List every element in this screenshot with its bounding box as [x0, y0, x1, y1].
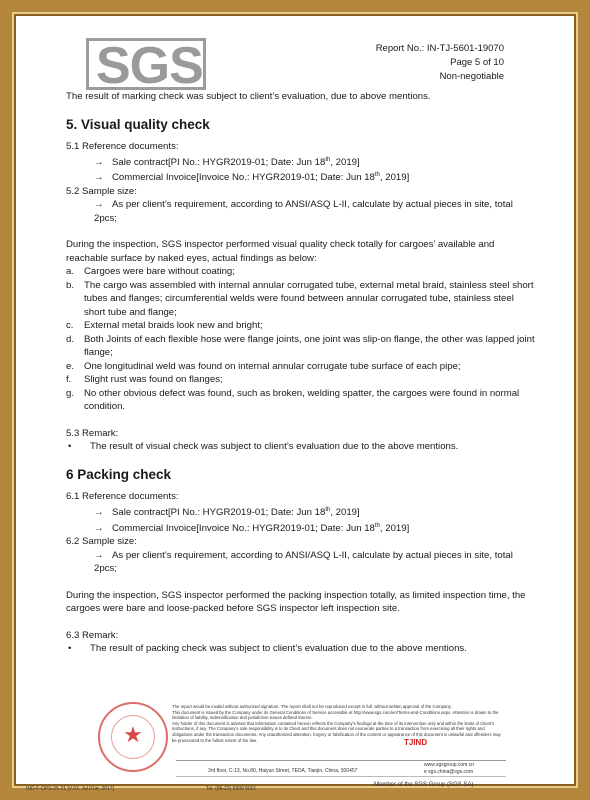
section-6-2-title: 6.2 Sample size:	[66, 536, 137, 548]
section-5-title: 5. Visual quality check	[66, 116, 210, 132]
section-6-title: 6 Packing check	[66, 466, 172, 482]
telephone: Tel: (86-22) 5999 5001	[206, 786, 257, 792]
bullet-icon: •	[68, 441, 72, 453]
section-5-ref-contract: → Sale contract[PI No.: HYGR2019-01; Date: Jun 18th, 2019]	[94, 156, 360, 168]
section-5-remark: • The result of visual check was subject to client’s evaluation due to the above mentions.	[68, 441, 459, 453]
section-6-ref-invoice: → Commercial Invoice[Invoice No.: HYGR2019-01; Date: Jun 18th, 2019]	[94, 522, 410, 534]
section-5-3-title: 5.3 Remark:	[66, 427, 119, 439]
section-6-1-title: 6.1 Reference documents:	[66, 491, 179, 503]
website-link[interactable]: www.sgsgroup.com.cn	[424, 762, 475, 768]
intro-text: The result of marking check was subject to client’s evaluation, due to above mentions.	[66, 91, 431, 102]
list-item: f. Slight rust was found on flanges;	[66, 374, 223, 386]
negotiability-status: Non-negotiable	[439, 71, 504, 82]
findings-list	[66, 265, 536, 414]
tjind-mark: TJIND	[404, 738, 428, 747]
list-item: b. The cargo was assembled with internal annular corrugated tube, external metal braid, stainless steel short tubes and flanges; circumferential welds were found between annular corrugated tube, stainless steel short tube and flange;	[66, 279, 534, 318]
disclaimer: The report would be invalid without authorized signature. The report shall not be reproduced except in full, without written approval of the Company. This document is issued by the Company under its General Conditions of Service accessible at http://www.sgs.com/en/Terms-and-Conditions.aspx. Attention is drawn to the limitation of liability, indemnification and jurisdiction issues defined therein. Any holder of this document is advised that information contained hereon reflects the Company’s findings at the time of its intervention only and within the limits of Client’s instructions, if any. The Company’s sole responsibility is to its Client and this document does not exonerate parties to a transaction from exercising all their rights and obligations under the transaction documents. Any unauthorized alteration, forgery or falsification of the content or appearance of this document is unlawful and offenders may be prosecuted to the fullest extent of the law.	[172, 704, 501, 743]
sgs-logo: SGS	[96, 37, 203, 95]
list-item: c. External metal braids look new and bright;	[66, 320, 263, 332]
section-6-3-title: 6.3 Remark:	[66, 629, 119, 641]
report-header	[376, 42, 504, 84]
list-item: e. One longitudinal weld was found on internal annular corrugate tube surface of each pipe;	[66, 360, 461, 372]
arrow-icon: →	[94, 522, 104, 534]
section-5-ref-invoice: → Commercial Invoice[Invoice No.: HYGR2019-01; Date: Jun 18th, 2019]	[94, 172, 410, 184]
form-id: IND-F-OPS-05-21 [V.03, Jul.01st, 2017]	[26, 786, 114, 792]
section-6-remark: • The result of packing check was subject to client’s evaluation due to the above mentions.	[68, 643, 467, 655]
page-number: Page 5 of 10	[450, 57, 504, 68]
report-number: Report No.: IN-TJ-5601-19070	[375, 43, 504, 54]
list-item: g. No other obvious defect was found, such as broken, welding spatter, the cargoes were found in normal condition.	[66, 387, 520, 413]
section-5-paragraph: During the inspection, SGS inspector performed visual quality check totally for cargoes’ available and reachable surface by naked eyes, actual findings as below:	[66, 239, 495, 264]
section-6-sample-text: → As per client’s requirement, according to ANSI/ASQ L-II, calculate by actual pieces in site, total 2pcs;	[94, 549, 513, 575]
section-5-sample-text: → As per client’s requirement, according to ANSI/ASQ L-II, calculate by actual pieces in site, total 2pcs;	[94, 199, 513, 224]
report-body	[66, 90, 536, 656]
company-address: 3rd floor, C-13, No.80, Haiyun Street, TEDA, Tianjin, China, 300457	[208, 768, 358, 774]
arrow-icon: →	[94, 172, 104, 184]
arrow-icon: →	[94, 507, 104, 519]
section-5-1-title: 5.1 Reference documents:	[66, 141, 179, 152]
footer-divider-2	[176, 776, 506, 777]
company-seal-icon	[98, 702, 168, 772]
company-contact	[424, 762, 474, 776]
list-item: d. Both Joints of each flexible hose were flange joints, one joint was slip-on flange, the other was lapped joint flange;	[66, 333, 535, 359]
arrow-icon: →	[94, 199, 104, 211]
section-6-ref-contract: → Sale contract[PI No.: HYGR2019-01; Date: Jun 18th, 2019]	[94, 506, 360, 519]
section-6-paragraph: During the inspection, SGS inspector performed the packing inspection totally, as limited inspection time, the cargoes were bare and loose-packed before SGS inspector left inspection site.	[66, 589, 526, 615]
report-footer	[16, 688, 574, 792]
email-link[interactable]: e sgs.china@sgs.com	[424, 769, 473, 775]
footer-divider	[176, 760, 506, 761]
section-5-2-title: 5.2 Sample size:	[66, 185, 137, 197]
bullet-icon: •	[68, 643, 72, 655]
arrow-icon: →	[94, 549, 104, 561]
seal-star-icon: ★	[123, 722, 143, 747]
list-item: a. Cargoes were bare without coating;	[66, 266, 235, 278]
report-page	[16, 16, 574, 792]
member-statement: Member of the SGS Group (SGS SA)	[374, 782, 474, 788]
arrow-icon: →	[94, 156, 104, 168]
